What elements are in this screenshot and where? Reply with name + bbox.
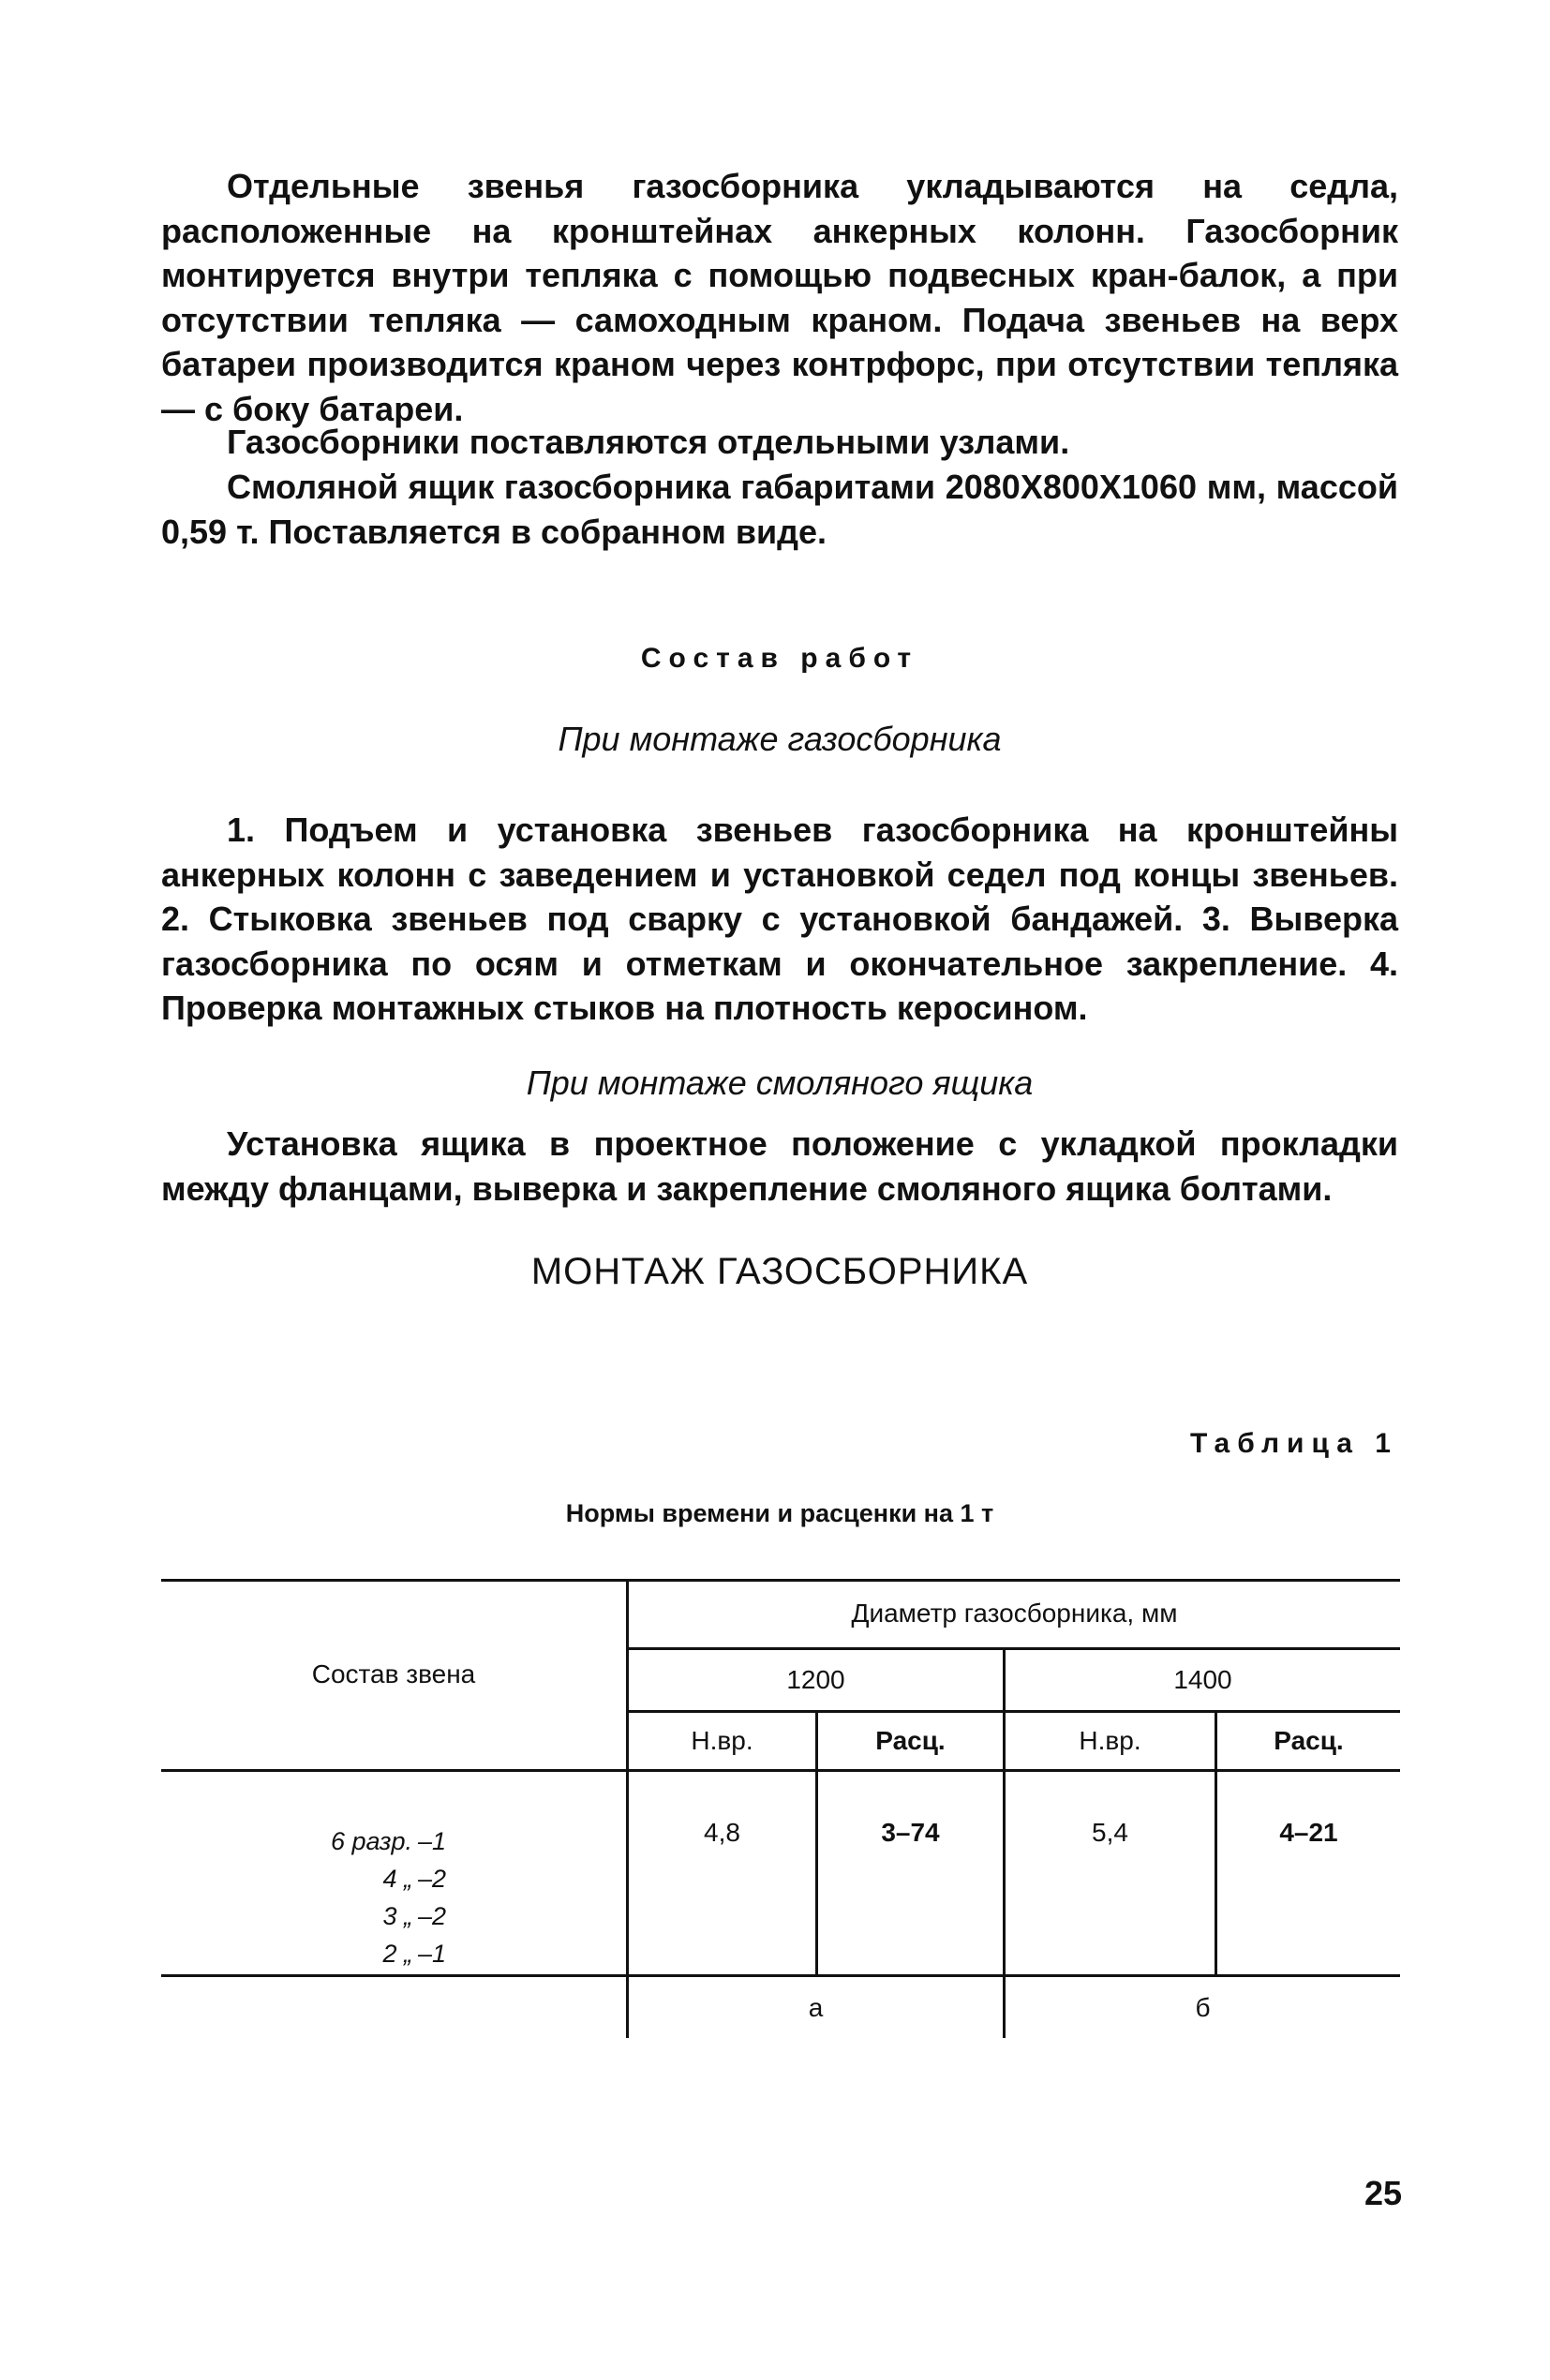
gas-collector-steps: 1. Подъем и установка звеньев газосборника на кронштейны анкерных колонн с заведением и установкой седел под концы звеньев. 2. Стыковка звеньев под сварку с установкой бандажей. 3. Выверка газосборника по осям и отметкам и окончательное закрепление. 4. Проверка монтажных стыков на плотность керосином. (161, 811, 1398, 1027)
gas-collector-subheading: При монтаже газосборника (558, 720, 1002, 758)
diameter-column-header: Диаметр газосборника, мм (851, 1598, 1178, 1628)
crew-row: 6 разр. –1 (330, 1827, 447, 1855)
norms-table (161, 1579, 1400, 2038)
crew-composition (309, 1822, 497, 1972)
crew-row: 3 „ –2 (382, 1902, 447, 1930)
work-composition-heading: Состав работ (640, 643, 919, 674)
diameter-1400-header: 1400 (1173, 1665, 1232, 1694)
intro-paragraph-3: Смоляной ящик газосборника габаритами 2080Х800Х1060 мм, массой 0,59 т. Поставляется в собранном виде. (161, 468, 1398, 551)
norm-header-1200: Н.вр. (691, 1726, 753, 1755)
rate-header-1200: Расц. (875, 1726, 946, 1755)
rate-1200-value: 3–74 (881, 1818, 940, 1847)
column-letter-b: б (1195, 1992, 1211, 2022)
crew-column-header: Состав звена (311, 1659, 476, 1688)
page-number: 25 (1364, 2174, 1402, 2212)
crew-row: 4 „ –2 (382, 1865, 447, 1893)
norm-1200-value: 4,8 (704, 1818, 740, 1847)
diameter-1200-header: 1200 (786, 1665, 845, 1694)
resin-box-steps: Установка ящика в проектное положение с укладкой прокладки между фланцами, выверка и закрепление смоляного ящика болтами. (161, 1124, 1398, 1208)
table-label: Таблица 1 (1189, 1428, 1398, 1459)
rate-1400-value: 4–21 (1279, 1818, 1338, 1847)
section-title: МОНТАЖ ГАЗОСБОРНИКА (530, 1251, 1029, 1292)
crew-row: 2 „ –1 (382, 1940, 447, 1968)
intro-paragraph-2: Газосборники поставляются отдельными узлами. (227, 423, 1070, 461)
resin-box-subheading: При монтаже смоляного ящика (526, 1064, 1034, 1102)
table-caption: Нормы времени и расценки на 1 т (565, 1499, 994, 1527)
rate-header-1400: Расц. (1274, 1726, 1344, 1755)
norm-1400-value: 5,4 (1092, 1818, 1128, 1847)
intro-paragraph-1: Отдельные звенья газосборника укладываются на седла, расположенные на кронштейнах анкерных колонн. Газосборник монтируется внутри тепляка с помощью подвесных кран-балок, а при отсутствии тепляка — самоходным краном. Подача звеньев на верх батареи производится краном через контрфорс, при отсутствии тепляка — с боку батареи. (161, 167, 1398, 428)
table-col-divider-main (626, 1579, 629, 2038)
norm-header-1400: Н.вр. (1079, 1726, 1141, 1755)
column-letter-a: а (808, 1992, 824, 2022)
